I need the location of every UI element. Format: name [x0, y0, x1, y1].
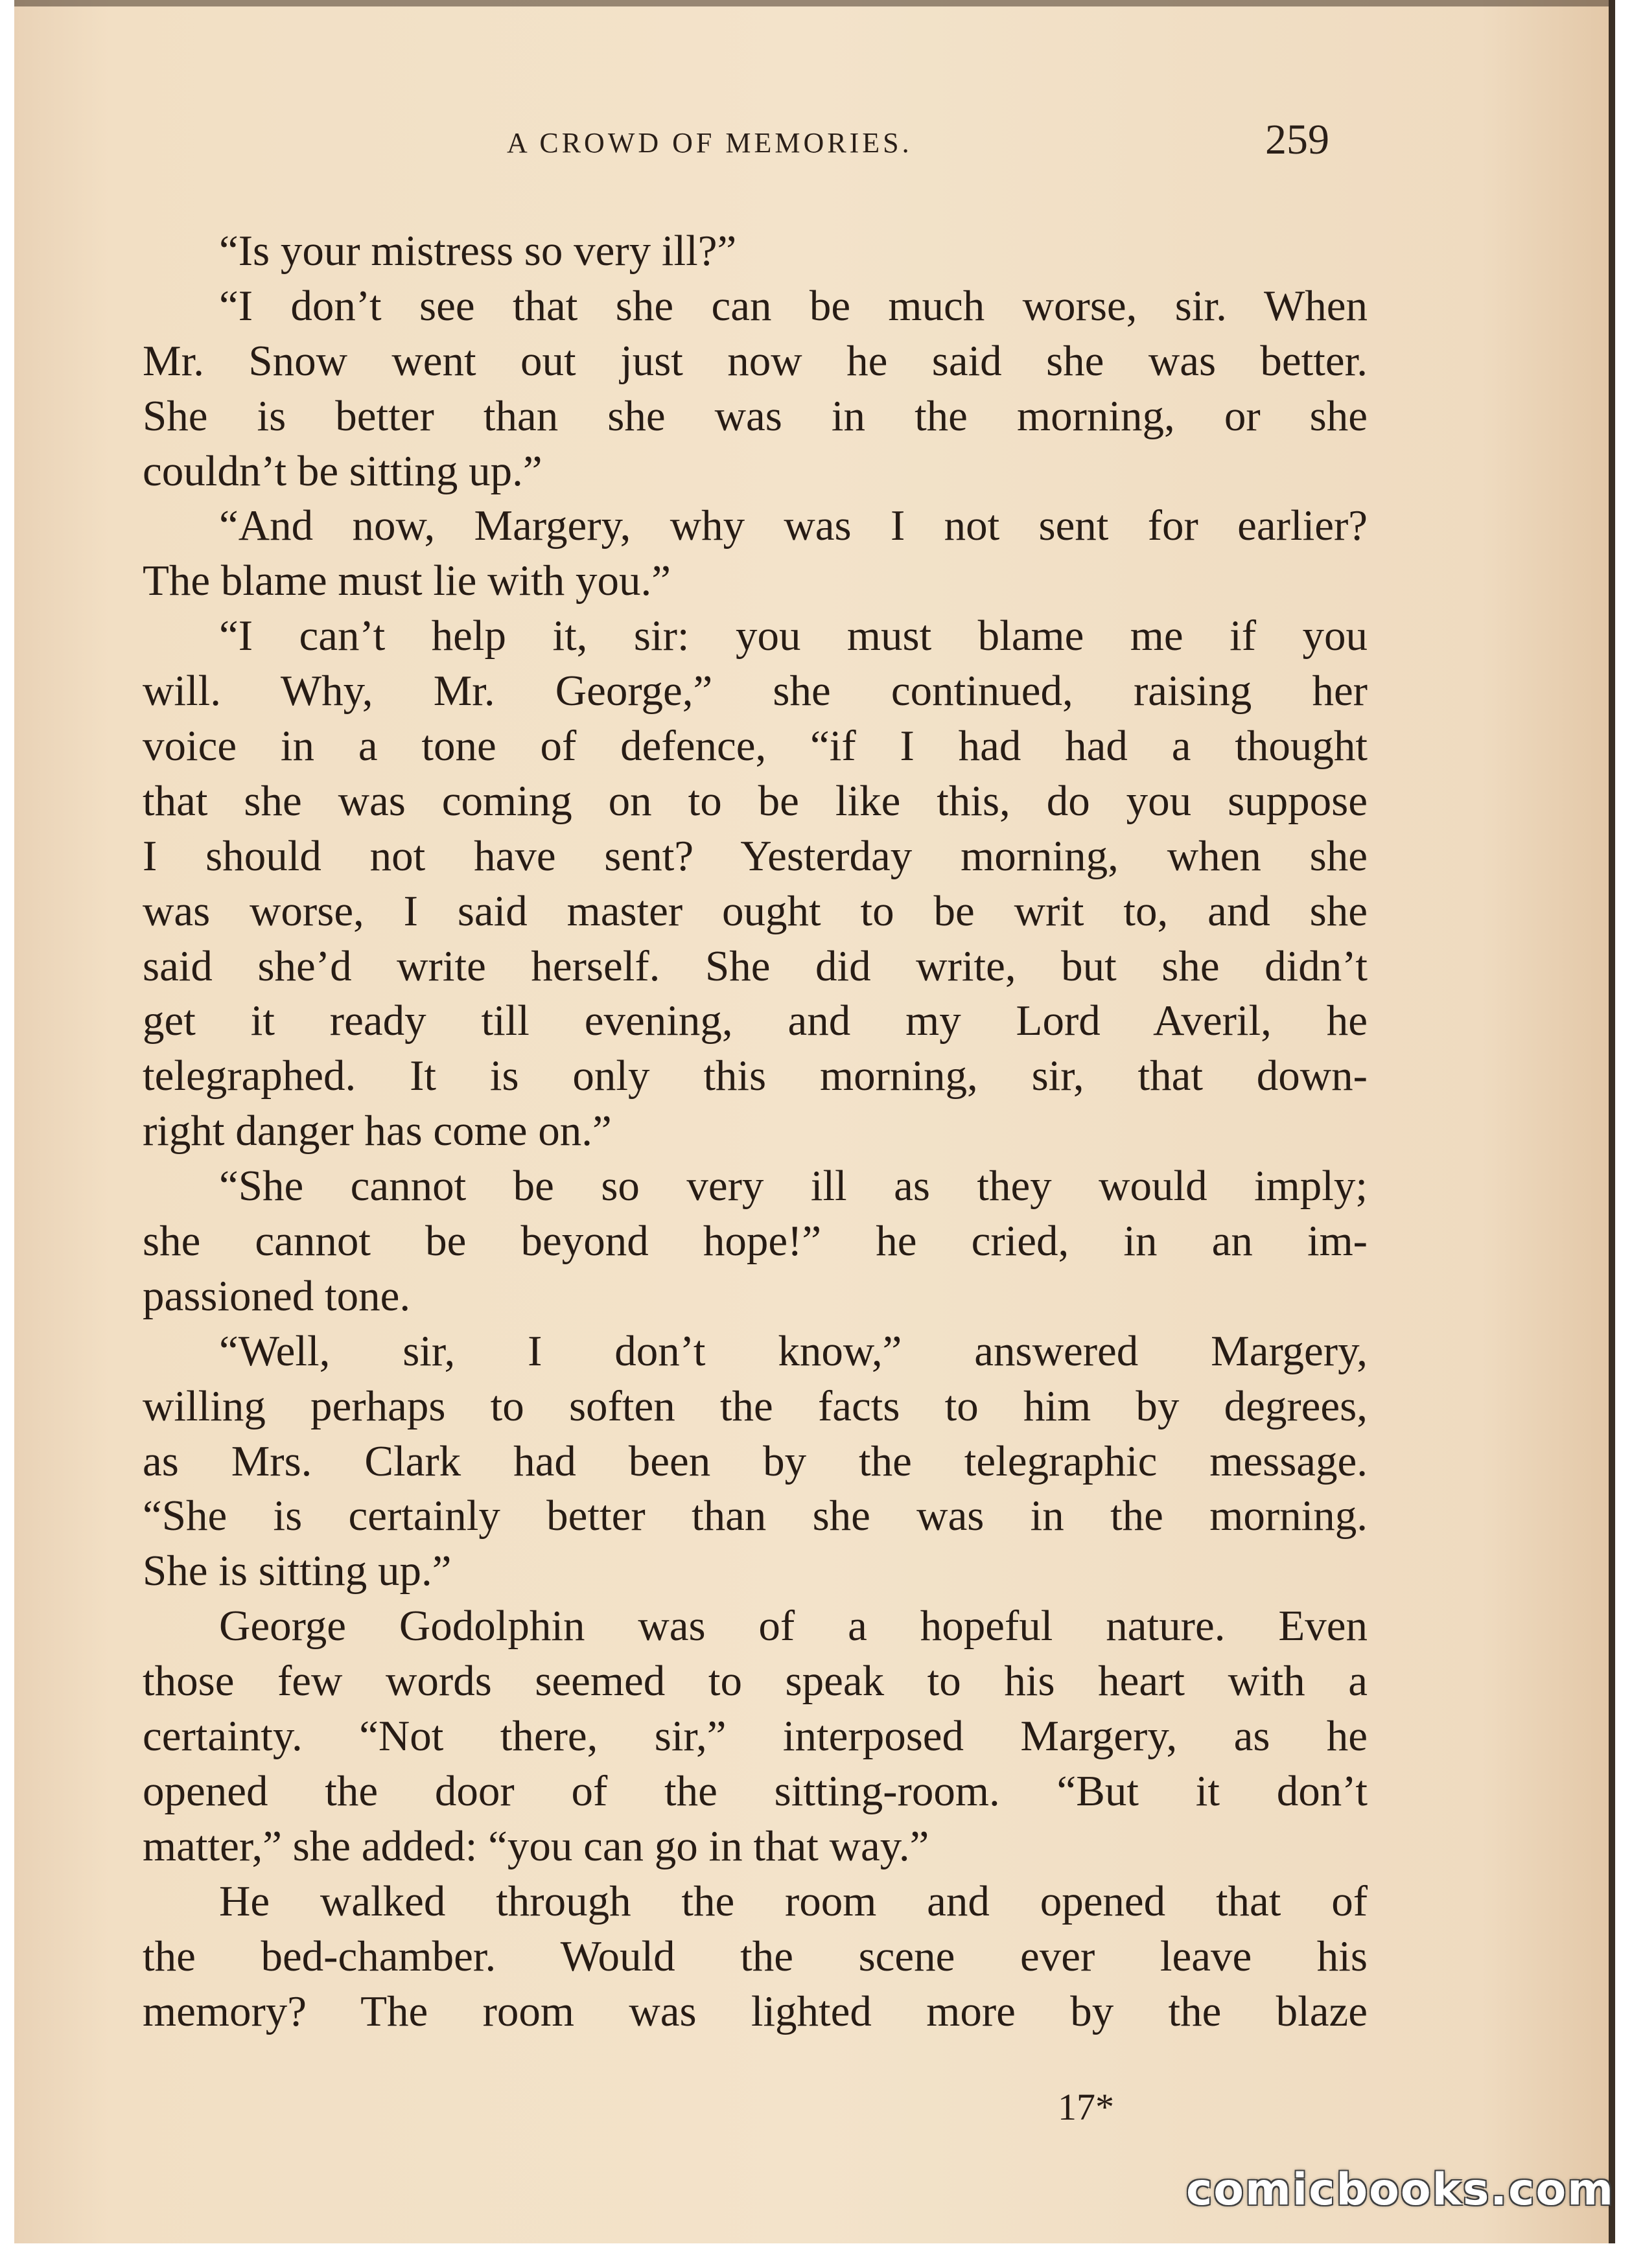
signature-mark: 17* [1058, 2086, 1114, 2128]
text-line: get it ready till evening, and my Lord Averil, he [143, 997, 1368, 1045]
text-line: voice in a tone of defence, “if I had had a thought [143, 722, 1368, 770]
text-line: matter,” she added: “you can go in that way.” [143, 1822, 929, 1870]
text-line: I should not have sent? Yesterday morning, when she [143, 831, 1368, 880]
text-line: “Is your mistress so very ill?” [219, 227, 737, 275]
text-line: willing perhaps to soften the facts to him by degrees, [143, 1382, 1368, 1430]
text-line: was worse, I said master ought to be writ to, and she [143, 886, 1368, 935]
text-line: as Mrs. Clark had been by the telegraphic message. [143, 1437, 1368, 1485]
text-line: that she was coming on to be like this, do you suppose [143, 776, 1368, 825]
text-line: couldn’t be sitting up.” [143, 446, 542, 495]
text-line: telegraphed. It is only this morning, sir, that down- [143, 1052, 1368, 1100]
body-text [143, 224, 1368, 2039]
page-top-edge [14, 0, 1609, 6]
text-line: “She cannot be so very ill as they would imply; [219, 1162, 1368, 1210]
text-line: certainty. “Not there, sir,” interposed Margery, as he [143, 1712, 1368, 1761]
text-line: said she’d write herself. She did write, but she didn’t [143, 942, 1368, 990]
text-line: “I don’t see that she can be much worse, sir. When [219, 281, 1368, 330]
text-line: will. Why, Mr. George,” she continued, raising her [143, 667, 1368, 715]
text-line: the bed-chamber. Would the scene ever leave his [143, 1932, 1368, 1980]
text-line: George Godolphin was of a hopeful nature. Even [219, 1602, 1368, 1650]
text-line: memory? The room was lighted more by the blaze [143, 1987, 1368, 2035]
text-line: those few words seemed to speak to his heart with a [143, 1657, 1368, 1706]
text-line: She is better than she was in the morning, or she [143, 391, 1368, 440]
page-number: 259 [1265, 116, 1329, 163]
text-line: “Well, sir, I don’t know,” answered Margery, [219, 1326, 1368, 1375]
text-line: passioned tone. [143, 1271, 411, 1320]
text-line: opened the door of the sitting-room. “But it don’t [143, 1766, 1368, 1815]
text-line: right danger has come on.” [143, 1107, 612, 1155]
text-line: She is sitting up.” [143, 1547, 452, 1595]
book-page [14, 0, 1615, 2243]
text-line: “I can’t help it, sir: you must blame me if you [219, 612, 1368, 660]
text-line: “She is certainly better than she was in the morning. [143, 1492, 1368, 1540]
text-line: He walked through the room and opened that of [219, 1877, 1368, 1925]
text-line: The blame must lie with you.” [143, 557, 671, 605]
text-line: “And now, Margery, why was I not sent for earlier? [219, 502, 1368, 550]
running-head: A CROWD OF MEMORIES. [507, 127, 913, 159]
text-line: she cannot be beyond hope!” he cried, in an im- [143, 1217, 1368, 1266]
text-line: Mr. Snow went out just now he said she was better. [143, 336, 1368, 385]
watermark: comicbooks.com [1186, 2164, 1615, 2216]
